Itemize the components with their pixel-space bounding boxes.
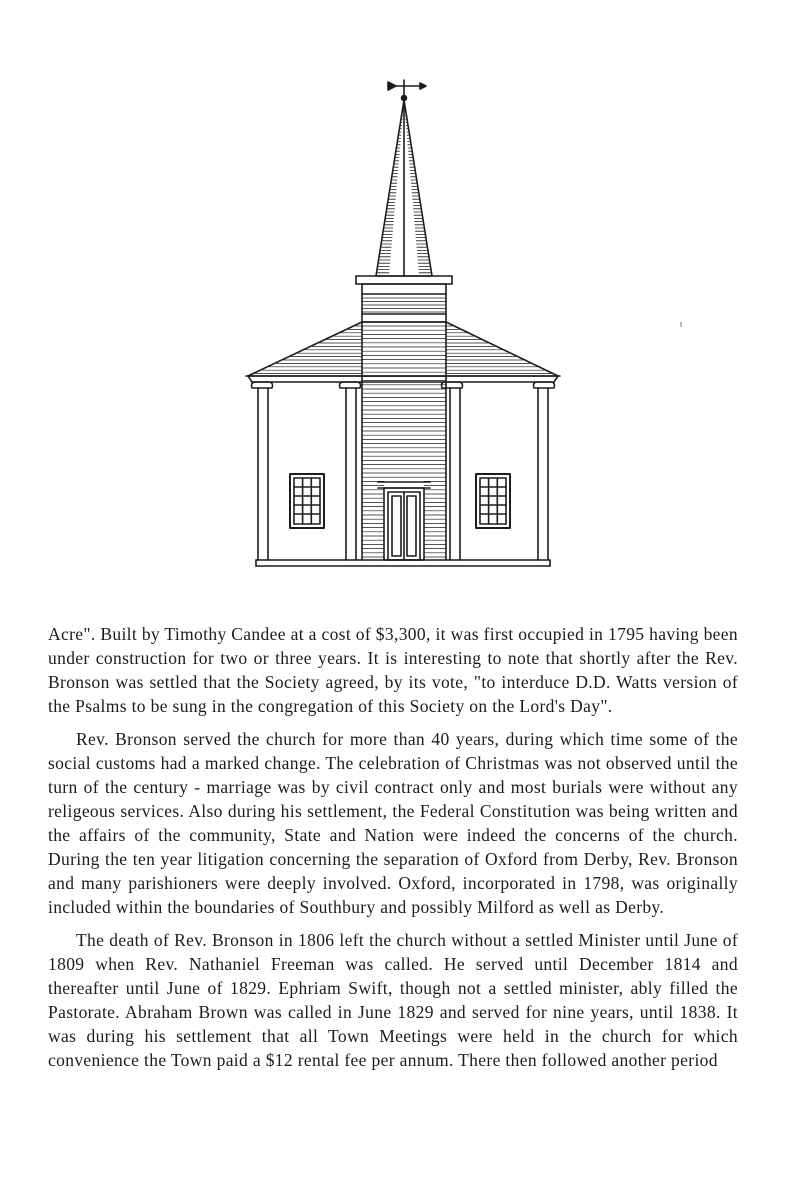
paragraph-2: Rev. Bronson served the church for more than 40 years, during which time some of the social customs had a marked change. The celebration of Christmas was not observed until the turn of the century - marriage was by civil contract only and most burials were without any religeous services. Also during his settlement, the Federal Constitution was being written and the affairs of the community, State and Nation were indeed the concerns of the church. During the ten year litigation concerning the separation of Oxford from Derby, Rev. Bronson and many parishioners were deeply involved. Oxford, incorporated in 1798, was originally included within the boundaries of Southbury and possibly Milford as well as Derby. bbox=[48, 729, 738, 917]
roof bbox=[246, 322, 560, 382]
church-drawing bbox=[238, 76, 568, 570]
paragraph-3: The death of Rev. Bronson in 1806 left the church without a settled Minister until June of 1809 when Rev. Nathaniel Freeman was called. He served until December 1814 and thereafter until June of 1829. Ephriam Swift, though not a settled minister, ably filled the Pastorate. Abraham Brown was called in June 1829 and served for nine years, until 1838. It was during his settlement that all Town Meetings were held in the church for which convenience the Town paid a $12 rental fee per annum. There then followed another period bbox=[48, 930, 738, 1070]
weathervane bbox=[388, 80, 426, 101]
spire bbox=[376, 100, 432, 276]
window-right bbox=[476, 474, 510, 528]
front-door bbox=[378, 482, 430, 560]
window-left bbox=[290, 474, 324, 528]
body-text bbox=[48, 622, 738, 1081]
church-illustration bbox=[238, 76, 568, 570]
paper-speck bbox=[680, 322, 682, 327]
paragraph-1: Acre". Built by Timothy Candee at a cost of $3,300, it was first occupied in 1795 having been under construction for two or three years. It is interesting to note that shortly after the Rev. Bronson was settled that the Society agreed, by its vote, "to interduce D.D. Watts version of the Psalms to be sung in the congregation of this Society on the Lord's Day". bbox=[48, 624, 739, 716]
belfry bbox=[356, 276, 452, 322]
